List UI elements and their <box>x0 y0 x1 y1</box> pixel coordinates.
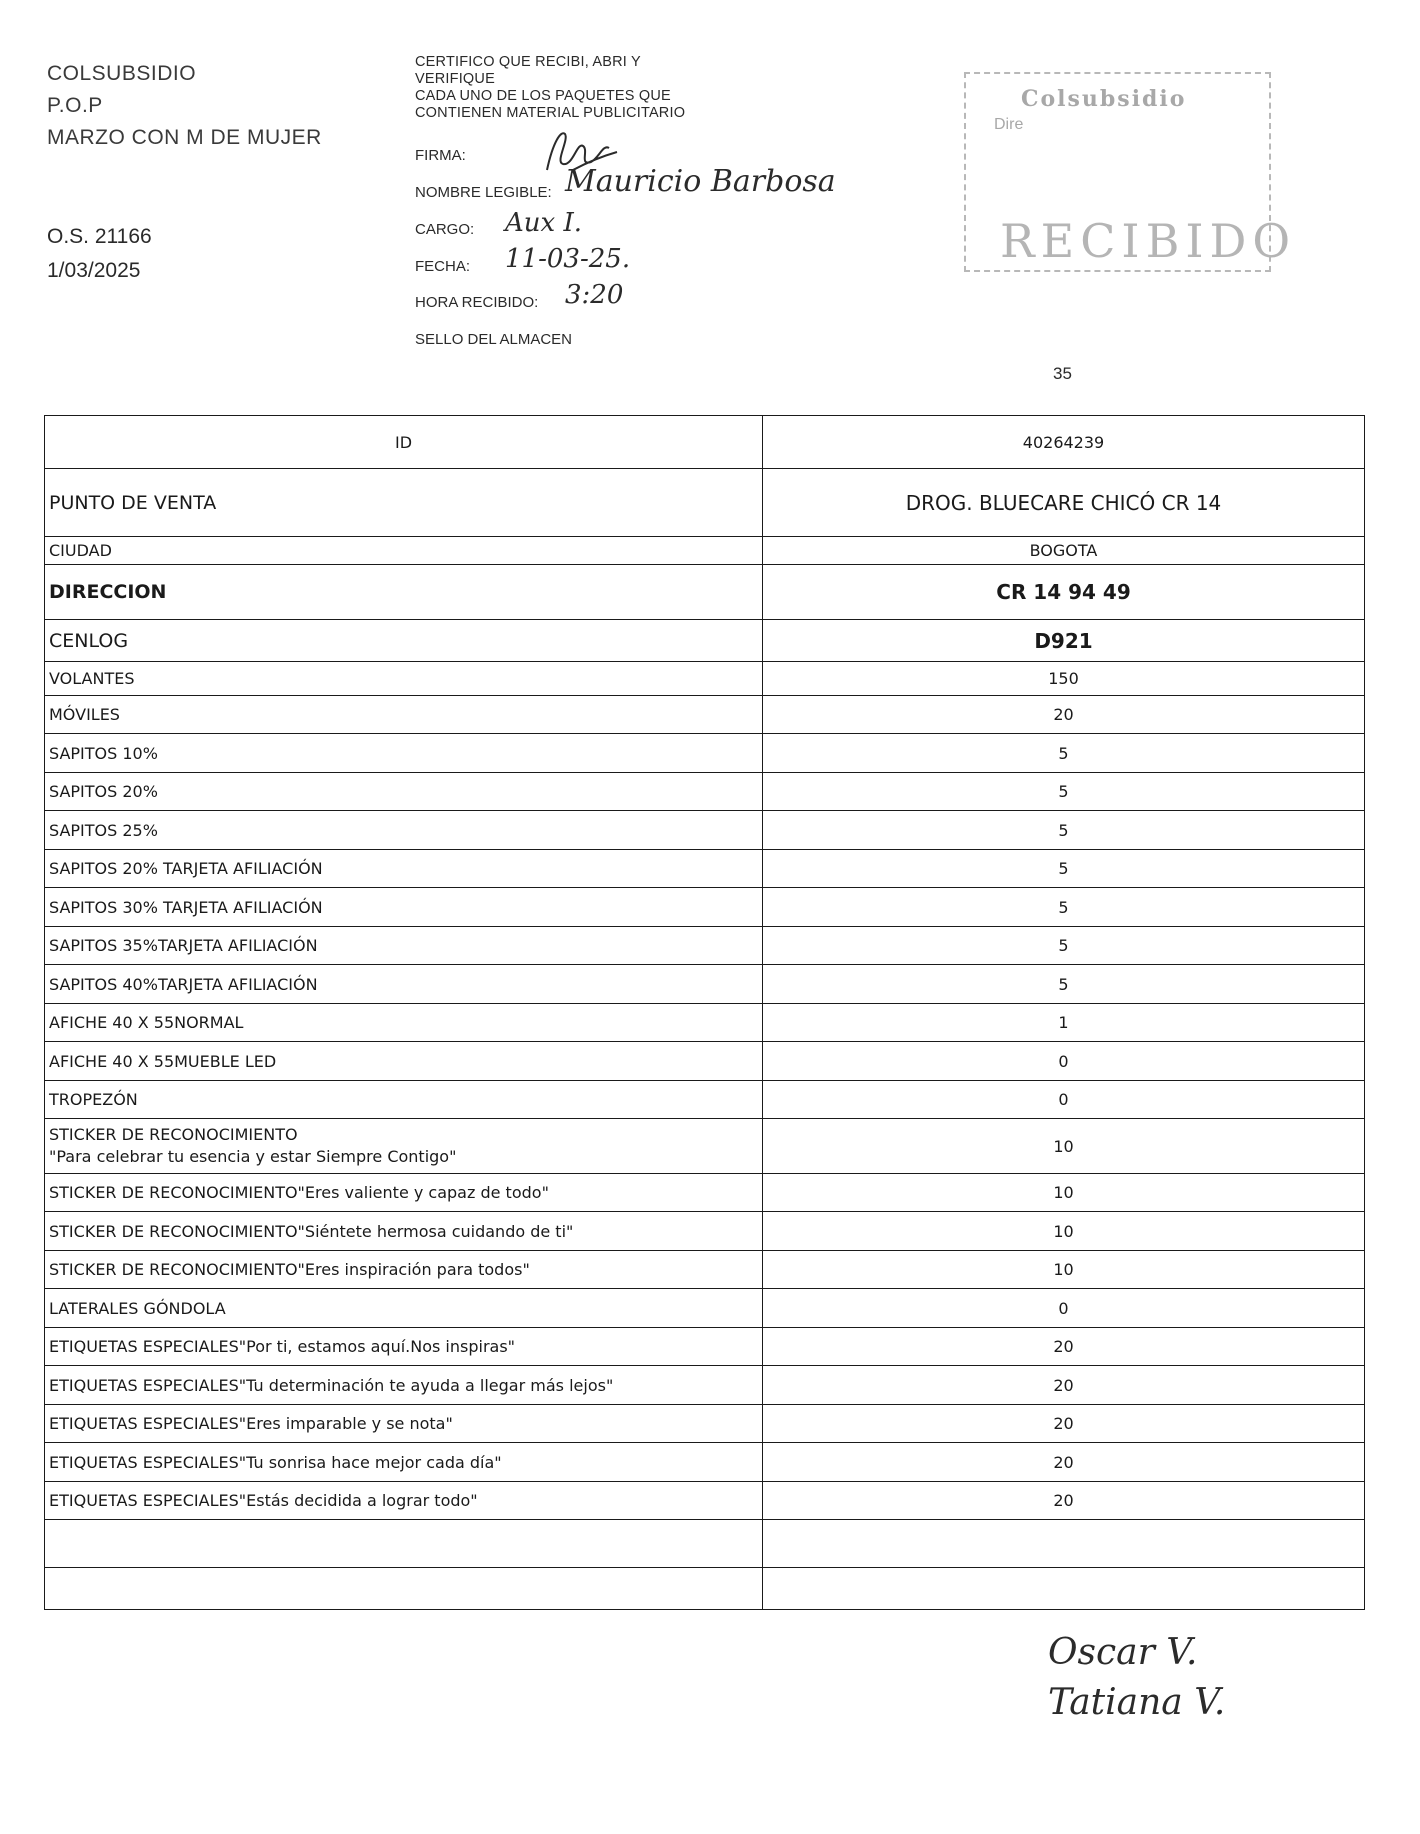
row-label: ETIQUETAS ESPECIALES"Tu determinación te ayuda a llegar más lejos" <box>45 1366 763 1405</box>
table-row <box>45 565 1365 620</box>
row-value: 20 <box>763 1443 1365 1482</box>
order-date: 1/03/2025 <box>47 259 141 282</box>
table-row <box>45 1004 1365 1042</box>
row-label: ETIQUETAS ESPECIALES"Eres imparable y se nota" <box>45 1405 763 1443</box>
hora-value: 3:20 <box>565 280 624 310</box>
row-label: SAPITOS 35%TARJETA AFILIACIÓN <box>45 927 763 965</box>
row-value: 10 <box>763 1119 1365 1174</box>
row-label: SAPITOS 25% <box>45 811 763 850</box>
row-value: 20 <box>763 1328 1365 1366</box>
signature-line: Oscar V. <box>1048 1632 1198 1673</box>
table-row <box>45 1366 1365 1405</box>
row-label-quote: "Para celebrar tu esencia y estar Siempre Contigo" <box>49 1147 457 1166</box>
row-label: VOLANTES <box>45 662 763 696</box>
row-label: SAPITOS 30% TARJETA AFILIACIÓN <box>45 888 763 927</box>
row-value: 5 <box>763 927 1365 965</box>
table-row <box>45 1174 1365 1212</box>
row-label: ETIQUETAS ESPECIALES"Tu sonrisa hace mejor cada día" <box>45 1443 763 1482</box>
row-value: 5 <box>763 811 1365 850</box>
row-label: CENLOG <box>45 620 763 662</box>
table-row-empty <box>45 1568 1365 1610</box>
nombre-label: NOMBRE LEGIBLE: <box>415 184 552 201</box>
row-value: DROG. BLUECARE CHICÓ CR 14 <box>763 469 1365 537</box>
row-label: LATERALES GÓNDOLA <box>45 1289 763 1328</box>
row-value: 10 <box>763 1212 1365 1251</box>
table-row-empty <box>45 1520 1365 1568</box>
row-value: 10 <box>763 1251 1365 1289</box>
table-row <box>45 1081 1365 1119</box>
cargo-label: CARGO: <box>415 221 475 238</box>
row-value: 20 <box>763 1482 1365 1520</box>
table-row <box>45 416 1365 469</box>
row-value: 5 <box>763 888 1365 927</box>
empty-cell <box>763 1568 1365 1610</box>
table-row <box>45 1212 1365 1251</box>
cargo-value: Aux I. <box>505 208 582 238</box>
row-label: MÓVILES <box>45 696 763 734</box>
pop-label: P.O.P <box>47 94 103 117</box>
row-value: 5 <box>763 734 1365 773</box>
row-label: CIUDAD <box>45 537 763 565</box>
order-number: O.S. 21166 <box>47 225 152 248</box>
row-value: 150 <box>763 662 1365 696</box>
row-label: ETIQUETAS ESPECIALES"Estás decidida a lograr todo" <box>45 1482 763 1520</box>
table-row <box>45 1251 1365 1289</box>
table-row <box>45 888 1365 927</box>
empty-cell <box>763 1520 1365 1568</box>
sello-label: SELLO DEL ALMACEN <box>415 331 573 348</box>
table-row <box>45 696 1365 734</box>
table-row <box>45 537 1365 565</box>
row-label: SAPITOS 20% <box>45 773 763 811</box>
row-value: BOGOTA <box>763 537 1365 565</box>
statement-line: VERIFIQUE <box>415 71 495 87</box>
row-value: D921 <box>763 620 1365 662</box>
statement-line: CADA UNO DE LOS PAQUETES QUE <box>415 88 671 104</box>
row-value: 0 <box>763 1081 1365 1119</box>
row-label: STICKER DE RECONOCIMIENTO"Eres inspiración para todos" <box>45 1251 763 1289</box>
company-name: COLSUBSIDIO <box>47 62 197 85</box>
row-label: TROPEZÓN <box>45 1081 763 1119</box>
table-row <box>45 1443 1365 1482</box>
row-value: 5 <box>763 773 1365 811</box>
stamp-logo: Colsubsidio <box>1021 86 1187 112</box>
table-row <box>45 927 1365 965</box>
row-value: 0 <box>763 1042 1365 1081</box>
stamp-text: RECIBIDO <box>1000 214 1297 268</box>
row-value: 20 <box>763 1366 1365 1405</box>
table-row <box>45 734 1365 773</box>
table-row <box>45 850 1365 888</box>
row-label: STICKER DE RECONOCIMIENTO"Eres valiente y capaz de todo" <box>45 1174 763 1212</box>
received-stamp <box>964 72 1297 272</box>
hora-label: HORA RECIBIDO: <box>415 294 539 311</box>
row-value: 5 <box>763 965 1365 1004</box>
row-label: PUNTO DE VENTA <box>45 469 763 537</box>
table-row <box>45 620 1365 662</box>
row-value: 5 <box>763 850 1365 888</box>
row-value: 1 <box>763 1004 1365 1042</box>
firma-label: FIRMA: <box>415 147 466 164</box>
table-row <box>45 773 1365 811</box>
row-value: 10 <box>763 1174 1365 1212</box>
table-row <box>45 811 1365 850</box>
statement-line: CONTIENEN MATERIAL PUBLICITARIO <box>415 105 686 121</box>
row-label: STICKER DE RECONOCIMIENTO"Siéntete hermosa cuidando de ti" <box>45 1212 763 1251</box>
signature-line: Tatiana V. <box>1048 1682 1226 1723</box>
row-value: 40264239 <box>763 416 1365 469</box>
table-row <box>45 1289 1365 1328</box>
certificate-statement <box>415 54 685 122</box>
row-label-block <box>45 1119 763 1174</box>
campaign-name: MARZO CON M DE MUJER <box>47 126 322 149</box>
row-label: STICKER DE RECONOCIMIENTO <box>49 1125 298 1144</box>
handwritten-signatures <box>1048 1628 1225 1728</box>
fecha-label: FECHA: <box>415 258 471 275</box>
empty-cell <box>45 1520 763 1568</box>
row-label: ETIQUETAS ESPECIALES"Por ti, estamos aquí.Nos inspiras" <box>45 1328 763 1366</box>
page-number: 35 <box>1053 364 1072 383</box>
stamp-dir: Dire <box>994 116 1024 133</box>
row-label: SAPITOS 20% TARJETA AFILIACIÓN <box>45 850 763 888</box>
table-row <box>45 1328 1365 1366</box>
row-label: AFICHE 40 X 55NORMAL <box>45 1004 763 1042</box>
table-row <box>45 469 1365 537</box>
row-label: SAPITOS 40%TARJETA AFILIACIÓN <box>45 965 763 1004</box>
row-value: 20 <box>763 696 1365 734</box>
order-block <box>47 220 152 288</box>
table-row <box>45 1405 1365 1443</box>
row-value: 20 <box>763 1405 1365 1443</box>
row-label: DIRECCION <box>45 565 763 620</box>
nombre-value: Mauricio Barbosa <box>565 164 836 199</box>
table-row <box>45 1042 1365 1081</box>
empty-cell <box>45 1568 763 1610</box>
table-row <box>45 1119 1365 1174</box>
fecha-value: 11-03-25. <box>505 244 631 274</box>
statement-line: CERTIFICO QUE RECIBI, ABRI Y <box>415 54 641 70</box>
row-label: SAPITOS 10% <box>45 734 763 773</box>
row-label: AFICHE 40 X 55MUEBLE LED <box>45 1042 763 1081</box>
header-left <box>47 58 322 154</box>
table-row <box>45 1482 1365 1520</box>
row-value: 0 <box>763 1289 1365 1328</box>
material-table <box>44 415 1365 1610</box>
row-label: ID <box>45 416 763 469</box>
table-row <box>45 662 1365 696</box>
table-row <box>45 965 1365 1004</box>
row-value: CR 14 94 49 <box>763 565 1365 620</box>
